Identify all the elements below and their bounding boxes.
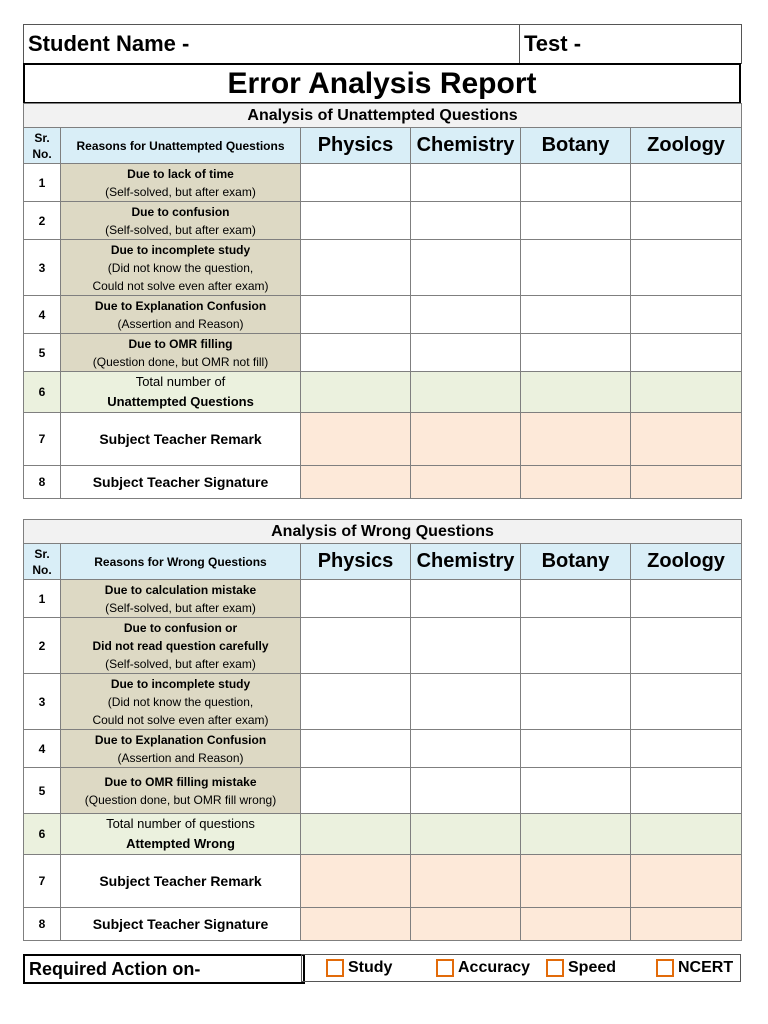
- reason-title: Due to Explanation Confusion: [94, 732, 267, 747]
- action-option-ncert[interactable]: [656, 955, 733, 981]
- reason-detail: (Assertion and Reason): [117, 316, 244, 331]
- serial-number: 8: [24, 908, 61, 941]
- entry-cell-chemistry[interactable]: [411, 296, 521, 334]
- serial-number: 6: [24, 814, 61, 855]
- wrong-teacher-signature-label: Subject Teacher Signature: [61, 908, 301, 941]
- action-option-label: NCERT: [678, 959, 734, 976]
- action-option-study[interactable]: [326, 955, 392, 981]
- reason-cell: [61, 768, 301, 814]
- reason-cell: [61, 618, 301, 674]
- unattempted-sr-no-header: Sr. No.: [24, 128, 61, 164]
- wrong-table: [23, 519, 742, 941]
- unattempted-row: [24, 240, 742, 296]
- remark-cell-botany[interactable]: [521, 855, 631, 908]
- unattempted-section-title: Analysis of Unattempted Questions: [24, 104, 742, 128]
- entry-cell-botany[interactable]: [521, 618, 631, 674]
- entry-cell-zoology[interactable]: [631, 296, 742, 334]
- entry-cell-zoology[interactable]: [631, 618, 742, 674]
- test-label: Test -: [524, 31, 582, 56]
- entry-cell-chemistry[interactable]: [411, 618, 521, 674]
- entry-cell-botany[interactable]: [521, 296, 631, 334]
- remark-cell-physics[interactable]: [301, 413, 411, 466]
- entry-cell-chemistry[interactable]: [411, 164, 521, 202]
- entry-cell-physics[interactable]: [301, 164, 411, 202]
- wrong-subject-header-chemistry: Chemistry: [411, 544, 521, 580]
- signature-cell-botany[interactable]: [521, 908, 631, 941]
- entry-cell-chemistry[interactable]: [411, 240, 521, 296]
- wrong-total-label: [61, 814, 301, 855]
- unattempted-row: [24, 334, 742, 372]
- required-action-label: Required Action on-: [23, 954, 305, 984]
- signature-cell-physics[interactable]: [301, 908, 411, 941]
- wrong-row: [24, 618, 742, 674]
- serial-number: 1: [24, 164, 61, 202]
- reason-title: Due to Explanation Confusion: [94, 298, 267, 313]
- reason-detail: (Self-solved, but after exam): [105, 222, 256, 237]
- signature-cell-chemistry[interactable]: [411, 908, 521, 941]
- reason-cell: [61, 240, 301, 296]
- reason-detail: (Question done, but OMR not fill): [92, 354, 269, 369]
- entry-cell-physics[interactable]: [301, 768, 411, 814]
- remark-cell-zoology[interactable]: [631, 413, 742, 466]
- wrong-subject-header-botany: Botany: [521, 544, 631, 580]
- entry-cell-physics[interactable]: [301, 618, 411, 674]
- reason-detail: (Self-solved, but after exam): [105, 600, 256, 615]
- entry-cell-chemistry[interactable]: [411, 202, 521, 240]
- unattempted-row: [24, 296, 742, 334]
- entry-cell-physics[interactable]: [301, 674, 411, 730]
- report-header: [23, 24, 741, 64]
- entry-cell-botany[interactable]: [521, 580, 631, 618]
- action-option-label: Accuracy: [458, 959, 531, 976]
- remark-cell-botany[interactable]: [521, 413, 631, 466]
- unattempted-teacher-remark-label: Subject Teacher Remark: [61, 413, 301, 466]
- reason-detail: (Self-solved, but after exam): [105, 656, 256, 671]
- wrong-reason-header: Reasons for Wrong Questions: [61, 544, 301, 580]
- serial-number: 2: [24, 202, 61, 240]
- serial-number: 4: [24, 296, 61, 334]
- entry-cell-chemistry[interactable]: [411, 730, 521, 768]
- entry-cell-physics[interactable]: [301, 334, 411, 372]
- wrong-row: [24, 730, 742, 768]
- report-title: Error Analysis Report: [23, 63, 741, 104]
- action-option-accuracy[interactable]: [436, 955, 530, 981]
- total-cell-botany[interactable]: [521, 372, 631, 413]
- total-cell-physics[interactable]: [301, 814, 411, 855]
- wrong-row: [24, 580, 742, 618]
- remark-cell-physics[interactable]: [301, 855, 411, 908]
- serial-number: 8: [24, 466, 61, 499]
- reason-detail: (Did not know the question,: [107, 694, 254, 709]
- entry-cell-chemistry[interactable]: [411, 768, 521, 814]
- entry-cell-chemistry[interactable]: [411, 674, 521, 730]
- entry-cell-zoology[interactable]: [631, 164, 742, 202]
- unattempted-row: [24, 202, 742, 240]
- unattempted-row: [24, 164, 742, 202]
- serial-number: 3: [24, 674, 61, 730]
- required-action-bar: [23, 954, 741, 982]
- action-option-label: Speed: [568, 959, 617, 976]
- signature-cell-chemistry[interactable]: [411, 466, 521, 499]
- reason-detail: (Assertion and Reason): [117, 750, 244, 765]
- serial-number: 7: [24, 413, 61, 466]
- serial-number: 4: [24, 730, 61, 768]
- wrong-section-title: Analysis of Wrong Questions: [24, 520, 742, 544]
- total-cell-physics[interactable]: [301, 372, 411, 413]
- unattempted-subject-header-zoology: Zoology: [631, 128, 742, 164]
- reason-cell: [61, 296, 301, 334]
- reason-detail: (Did not know the question,: [107, 260, 254, 275]
- remark-cell-chemistry[interactable]: [411, 855, 521, 908]
- wrong-row: [24, 674, 742, 730]
- serial-number: 7: [24, 855, 61, 908]
- student-name-field[interactable]: [24, 25, 520, 64]
- entry-cell-zoology[interactable]: [631, 334, 742, 372]
- total-cell-zoology[interactable]: [631, 814, 742, 855]
- test-field[interactable]: [520, 25, 742, 64]
- wrong-row: [24, 768, 742, 814]
- signature-cell-zoology[interactable]: [631, 466, 742, 499]
- serial-number: 2: [24, 618, 61, 674]
- unattempted-section: [23, 103, 741, 499]
- wrong-sr-no-header: Sr. No.: [24, 544, 61, 580]
- unattempted-subject-header-physics: Physics: [301, 128, 411, 164]
- entry-cell-zoology[interactable]: [631, 674, 742, 730]
- serial-number: 5: [24, 768, 61, 814]
- serial-number: 1: [24, 580, 61, 618]
- reason-cell: [61, 580, 301, 618]
- unattempted-subject-header-chemistry: Chemistry: [411, 128, 521, 164]
- entry-cell-botany[interactable]: [521, 240, 631, 296]
- total-cell-chemistry[interactable]: [411, 372, 521, 413]
- signature-cell-zoology[interactable]: [631, 908, 742, 941]
- entry-cell-botany[interactable]: [521, 334, 631, 372]
- reason-cell: [61, 164, 301, 202]
- reason-title: Due to calculation mistake: [104, 582, 257, 597]
- remark-cell-chemistry[interactable]: [411, 413, 521, 466]
- reason-detail: Did not read question carefully: [92, 638, 269, 653]
- total-line-bold: Unattempted Questions: [107, 394, 254, 409]
- reason-title: Due to OMR filling: [128, 336, 233, 351]
- reason-title: Due to lack of time: [127, 166, 234, 181]
- serial-number: 5: [24, 334, 61, 372]
- total-cell-botany[interactable]: [521, 814, 631, 855]
- unattempted-subject-header-botany: Botany: [521, 128, 631, 164]
- entry-cell-zoology[interactable]: [631, 580, 742, 618]
- wrong-subject-header-zoology: Zoology: [631, 544, 742, 580]
- entry-cell-botany[interactable]: [521, 674, 631, 730]
- entry-cell-zoology[interactable]: [631, 202, 742, 240]
- reason-cell: [61, 202, 301, 240]
- reason-detail: (Question done, but OMR fill wrong): [84, 792, 277, 807]
- total-cell-zoology[interactable]: [631, 372, 742, 413]
- remark-cell-zoology[interactable]: [631, 855, 742, 908]
- reason-cell: [61, 334, 301, 372]
- reason-title: Due to confusion: [131, 204, 230, 219]
- required-action-options: [301, 954, 741, 982]
- reason-title: Due to OMR filling mistake: [104, 774, 257, 789]
- reason-detail: Could not solve even after exam): [92, 278, 269, 293]
- signature-cell-physics[interactable]: [301, 466, 411, 499]
- entry-cell-physics[interactable]: [301, 296, 411, 334]
- wrong-section: [23, 519, 741, 941]
- reason-title: Due to incomplete study: [110, 242, 251, 257]
- reason-cell: [61, 730, 301, 768]
- entry-cell-physics[interactable]: [301, 730, 411, 768]
- entry-cell-botany[interactable]: [521, 768, 631, 814]
- reason-title: Due to incomplete study: [110, 676, 251, 691]
- unattempted-table: [23, 103, 742, 499]
- checkbox[interactable]: [436, 959, 454, 977]
- entry-cell-chemistry[interactable]: [411, 334, 521, 372]
- entry-cell-botany[interactable]: [521, 730, 631, 768]
- serial-number: 6: [24, 372, 61, 413]
- serial-number: 3: [24, 240, 61, 296]
- action-option-label: Study: [348, 959, 393, 976]
- entry-cell-zoology[interactable]: [631, 768, 742, 814]
- entry-cell-zoology[interactable]: [631, 240, 742, 296]
- reason-title: Due to confusion or: [123, 620, 238, 635]
- wrong-teacher-remark-label: Subject Teacher Remark: [61, 855, 301, 908]
- action-option-speed[interactable]: [546, 955, 616, 981]
- wrong-subject-header-physics: Physics: [301, 544, 411, 580]
- checkbox[interactable]: [546, 959, 564, 977]
- reason-cell: [61, 674, 301, 730]
- entry-cell-zoology[interactable]: [631, 730, 742, 768]
- unattempted-teacher-signature-label: Subject Teacher Signature: [61, 466, 301, 499]
- entry-cell-physics[interactable]: [301, 240, 411, 296]
- reason-detail: Could not solve even after exam): [92, 712, 269, 727]
- entry-cell-physics[interactable]: [301, 580, 411, 618]
- checkbox[interactable]: [326, 959, 344, 977]
- entry-cell-botany[interactable]: [521, 164, 631, 202]
- checkbox[interactable]: [656, 959, 674, 977]
- entry-cell-chemistry[interactable]: [411, 580, 521, 618]
- reason-detail: (Self-solved, but after exam): [105, 184, 256, 199]
- unattempted-total-label: [61, 372, 301, 413]
- signature-cell-botany[interactable]: [521, 466, 631, 499]
- student-name-label: Student Name -: [28, 31, 190, 56]
- total-cell-chemistry[interactable]: [411, 814, 521, 855]
- total-line-bold: Attempted Wrong: [126, 836, 235, 851]
- total-line: Total number of: [135, 374, 226, 389]
- entry-cell-physics[interactable]: [301, 202, 411, 240]
- unattempted-reason-header: Reasons for Unattempted Questions: [61, 128, 301, 164]
- entry-cell-botany[interactable]: [521, 202, 631, 240]
- total-line: Total number of questions: [106, 816, 255, 831]
